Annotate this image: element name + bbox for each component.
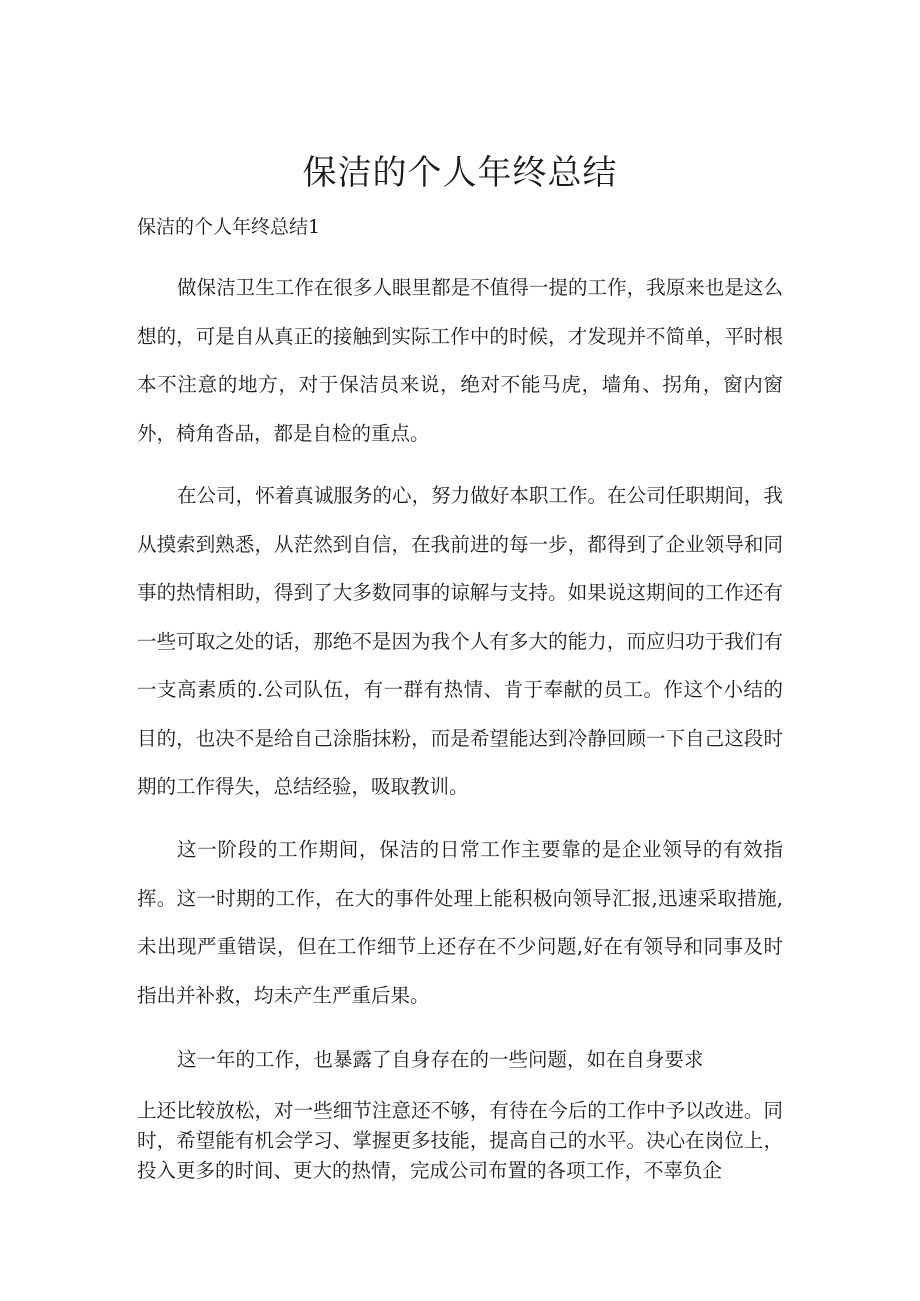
paragraph-2: 在公司，怀着真诚服务的心，努力做好本职工作。在公司任职期间，我从摸索到熟悉，从茫然到自信，在我前进的每一步，都得到了企业领导和同事的热情相助，得到了大多数同事的谅解与支持。如果说这期间的工作还有一些可取之处的话，那绝不是因为我个人有多大的能力，而应归功于我们有一支高素质的.公司队伍，有一群有热情、肯于奉献的员工。作这个小结的目的，也决不是给自己涂脂抹粉，而是希望能达到冷静回顾一下自己这段时期的工作得失，总结经验，吸取教训。 <box>137 484 783 798</box>
document-title: 保洁的个人年终总结 <box>302 153 618 193</box>
paragraph-3: 这一阶段的工作期间，保洁的日常工作主要靠的是企业领导的有效指挥。这一时期的工作，在大的事件处理上能积极向领导汇报,迅速采取措施,未出现严重错误，但在工作细节上还存在不少问题,好在有领导和同事及时指出并补救，均未产生严重后果。 <box>137 838 783 1007</box>
section-heading: 保洁的个人年终总结1 <box>137 216 321 238</box>
paragraph-4: 这一年的工作，也暴露了自身存在的一些问题，如在自身要求 <box>177 1048 704 1071</box>
paragraph-1: 做保洁卫生工作在很多人眼里都是不值得一提的工作，我原来也是这么想的，可是自从真正的接触到实际工作中的时候，才发现并不简单，平时根本不注意的地方，对于保洁员来说，绝对不能马虎，墙角、拐角，窗内窗外，椅角沓品，都是自检的重点。 <box>137 276 783 445</box>
continuation-paragraph: 上还比较放松，对一些细节注意还不够，有待在今后的工作中予以改进。同时，希望能有机会学习、掌握更多技能，提高自己的水平。决心在岗位上，投入更多的时间、更大的热情，完成公司布置的各项工作，不辜负企 <box>137 1099 783 1182</box>
